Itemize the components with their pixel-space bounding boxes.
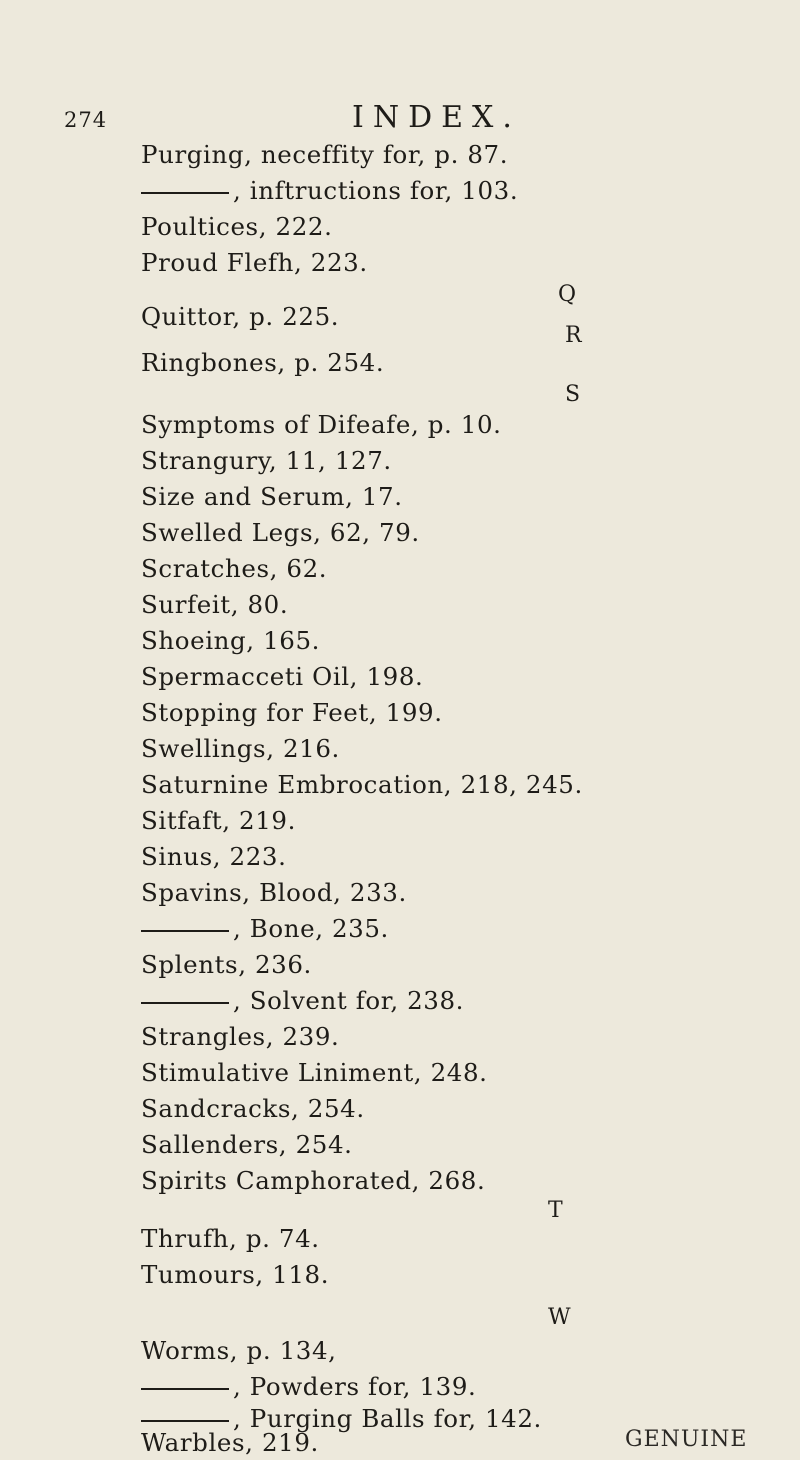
index-entry-continued: , Bone, 235. [141, 914, 389, 943]
page-title: INDEX. [352, 100, 521, 135]
index-entry: Strangury, 11, 127. [141, 446, 392, 475]
index-entry-continued: , inftructions for, 103. [141, 176, 518, 205]
continuation-dash [141, 1002, 229, 1004]
index-entry: Quittor, p. 225. [141, 302, 340, 331]
index-entry: Thrufh, p. 74. [141, 1224, 320, 1253]
index-entry: Spermacceti Oil, 198. [141, 662, 424, 691]
section-letter: T [548, 1198, 563, 1223]
section-letter: W [548, 1305, 571, 1330]
index-entry: Sandcracks, 254. [141, 1094, 365, 1123]
index-entry: Scratches, 62. [141, 554, 328, 583]
index-entry-continued: , Solvent for, 238. [141, 986, 464, 1015]
index-entry: Ringbones, p. 254. [141, 348, 385, 377]
index-entry-continued: , Powders for, 139. [141, 1372, 476, 1401]
index-entry: Shoeing, 165. [141, 626, 321, 655]
page-number: 274 [64, 108, 108, 132]
index-entry: Proud Flefh, 223. [141, 248, 368, 277]
section-letter: Q [558, 282, 577, 307]
index-entry: Spirits Camphorated, 268. [141, 1166, 486, 1195]
index-entry: Poultices, 222. [141, 212, 333, 241]
index-entry: Sinus, 223. [141, 842, 287, 871]
genuine-stamp: GENUINE [625, 1427, 748, 1452]
index-entry: Warbles, 219. [141, 1428, 319, 1457]
index-entry: Sitfaft, 219. [141, 806, 296, 835]
section-letter: S [565, 382, 581, 407]
index-entry: Swellings, 216. [141, 734, 340, 763]
index-entry: Symptoms of Difeafe, p. 10. [141, 410, 502, 439]
index-entry: Worms, p. 134, [141, 1336, 337, 1365]
continuation-dash [141, 930, 229, 932]
index-entry: Saturnine Embrocation, 218, 245. [141, 770, 583, 799]
index-entry: Stimulative Liniment, 248. [141, 1058, 488, 1087]
index-entry: Splents, 236. [141, 950, 312, 979]
index-entry: Sallenders, 254. [141, 1130, 353, 1159]
index-entry: Surfeit, 80. [141, 590, 289, 619]
section-letter: R [565, 323, 582, 348]
index-entry-continued: , Purging Balls for, 142. [141, 1404, 542, 1433]
index-entry: Tumours, 118. [141, 1260, 330, 1289]
continuation-dash [141, 1388, 229, 1390]
index-entry: Strangles, 239. [141, 1022, 340, 1051]
index-entry: Swelled Legs, 62, 79. [141, 518, 420, 547]
index-entry: Size and Serum, 17. [141, 482, 403, 511]
index-entry: Stopping for Feet, 199. [141, 698, 443, 727]
index-entry: Purging, neceffity for, p. 87. [141, 140, 509, 169]
continuation-dash [141, 1420, 229, 1422]
continuation-dash [141, 192, 229, 194]
index-entry: Spavins, Blood, 233. [141, 878, 407, 907]
